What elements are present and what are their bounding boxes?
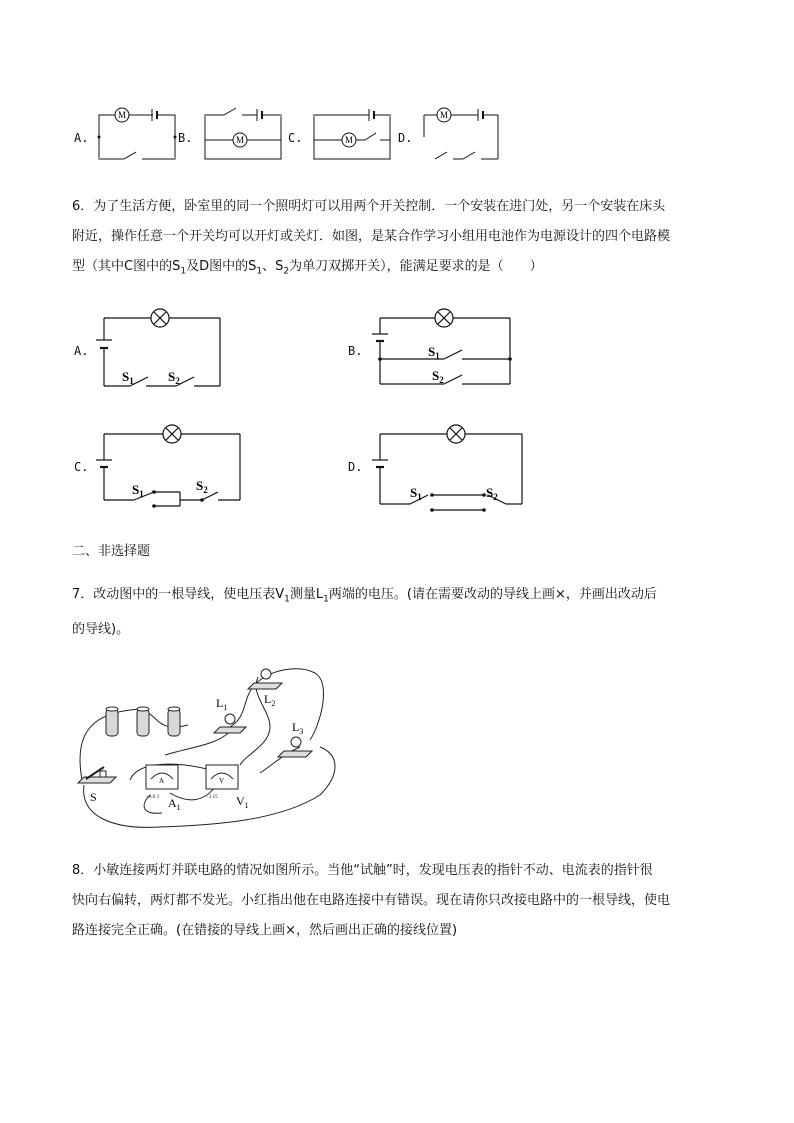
svg-text:- 3 15: - 3 15 [206,795,218,800]
q7-wiring-diagram [70,655,340,835]
q6-line-1: 6．为了生活方便，卧室里的同一个照明灯可以用两个开关控制．一个安装在进门处，另一个安装在床头 [72,199,666,214]
motor-label-c: M [345,135,354,145]
q5-circuit-c [309,104,393,166]
q6-question [72,192,722,287]
svg-text:A: A [159,777,165,785]
q6-circuit-c [90,420,250,516]
q8-question [72,856,722,946]
voltmeter-icon [206,765,238,800]
switch-icon [78,767,116,783]
motor-label-a: M [118,110,127,120]
q6-c-s2-label: $S_2$ [196,478,208,495]
q6-c-s1-label: $S_1$ [132,482,144,499]
section-heading: 二、非选择题 [72,544,151,559]
q5-circuit-b [200,104,284,166]
q6-circuit-b [366,304,526,396]
q5-circuit-a [94,104,178,166]
bulb-l1-label: $L_1$ [216,696,228,712]
q6-d-s1-label: $S_1$ [410,485,422,502]
q5-option-d-label[interactable]: D. [398,131,413,145]
q6-line-3: 型（其中C图中的$S_1$及D图中的$S_1$、$S_2$为单刀双掷开关），能满足要求的是（ ） [72,259,543,277]
q6-b-s2-label: $S_2$ [432,368,444,385]
q5-option-c-label[interactable]: C. [288,131,303,145]
q7-line-2: 的导线)。 [72,621,130,637]
voltmeter-label: $V_1$ [236,794,249,810]
q5-option-a-label[interactable]: A. [74,131,89,145]
q6-circuit-d [366,420,532,516]
q6-line-2: 附近，操作任意一个开关均可以开灯或关灯．如图，是某合作学习小组用电池作为电源设计的四个电路模 [72,229,671,244]
svg-text:V: V [219,777,225,785]
q6-a-s2-label: $S_2$ [168,369,180,386]
q5-option-b-label[interactable]: B. [178,131,193,145]
q7-question [72,580,722,645]
q6-circuit-a [90,304,240,396]
q8-line-2: 快向右偏转，两灯都不发光。小红指出他在电路连接中有错误。现在请你只改接电路中的一根导线，使电 [72,893,671,908]
q6-option-d-label[interactable]: D. [348,460,363,474]
bulb-icon [214,669,312,757]
q6-option-a-label[interactable]: A. [74,344,89,358]
ammeter-label: $A_1$ [168,796,181,812]
bulb-l2-label: $L_2$ [264,692,276,708]
q8-line-3: 路连接完全正确。(在错接的导线上画×，然后画出正确的接线位置) [72,923,458,938]
q7-line-1: 7．改动图中的一根导线，使电压表$V_1$测量$L_1$两端的电压。(请在需要改动的导线上画×，并画出改动后 [72,587,657,605]
q6-option-c-label[interactable]: C. [74,460,89,474]
q6-option-b-label[interactable]: B. [348,344,363,358]
q6-d-s2-label: $S_2$ [486,485,498,502]
svg-text:- 0.6 3: - 0.6 3 [146,795,159,800]
battery-icon [106,707,180,736]
q6-b-s1-label: $S_1$ [428,344,440,361]
motor-label-d: M [440,110,449,120]
q6-a-s1-label: $S_1$ [122,369,134,386]
bulb-l3-label: $L_3$ [292,720,304,736]
motor-label-b: M [236,135,245,145]
q8-line-1: 8．小敏连接两灯并联电路的情况如图所示。当他“试触”时，发现电压表的指针不动、电流表的指针很 [72,863,653,878]
switch-label: S [90,790,97,804]
q5-circuit-d [419,104,503,166]
